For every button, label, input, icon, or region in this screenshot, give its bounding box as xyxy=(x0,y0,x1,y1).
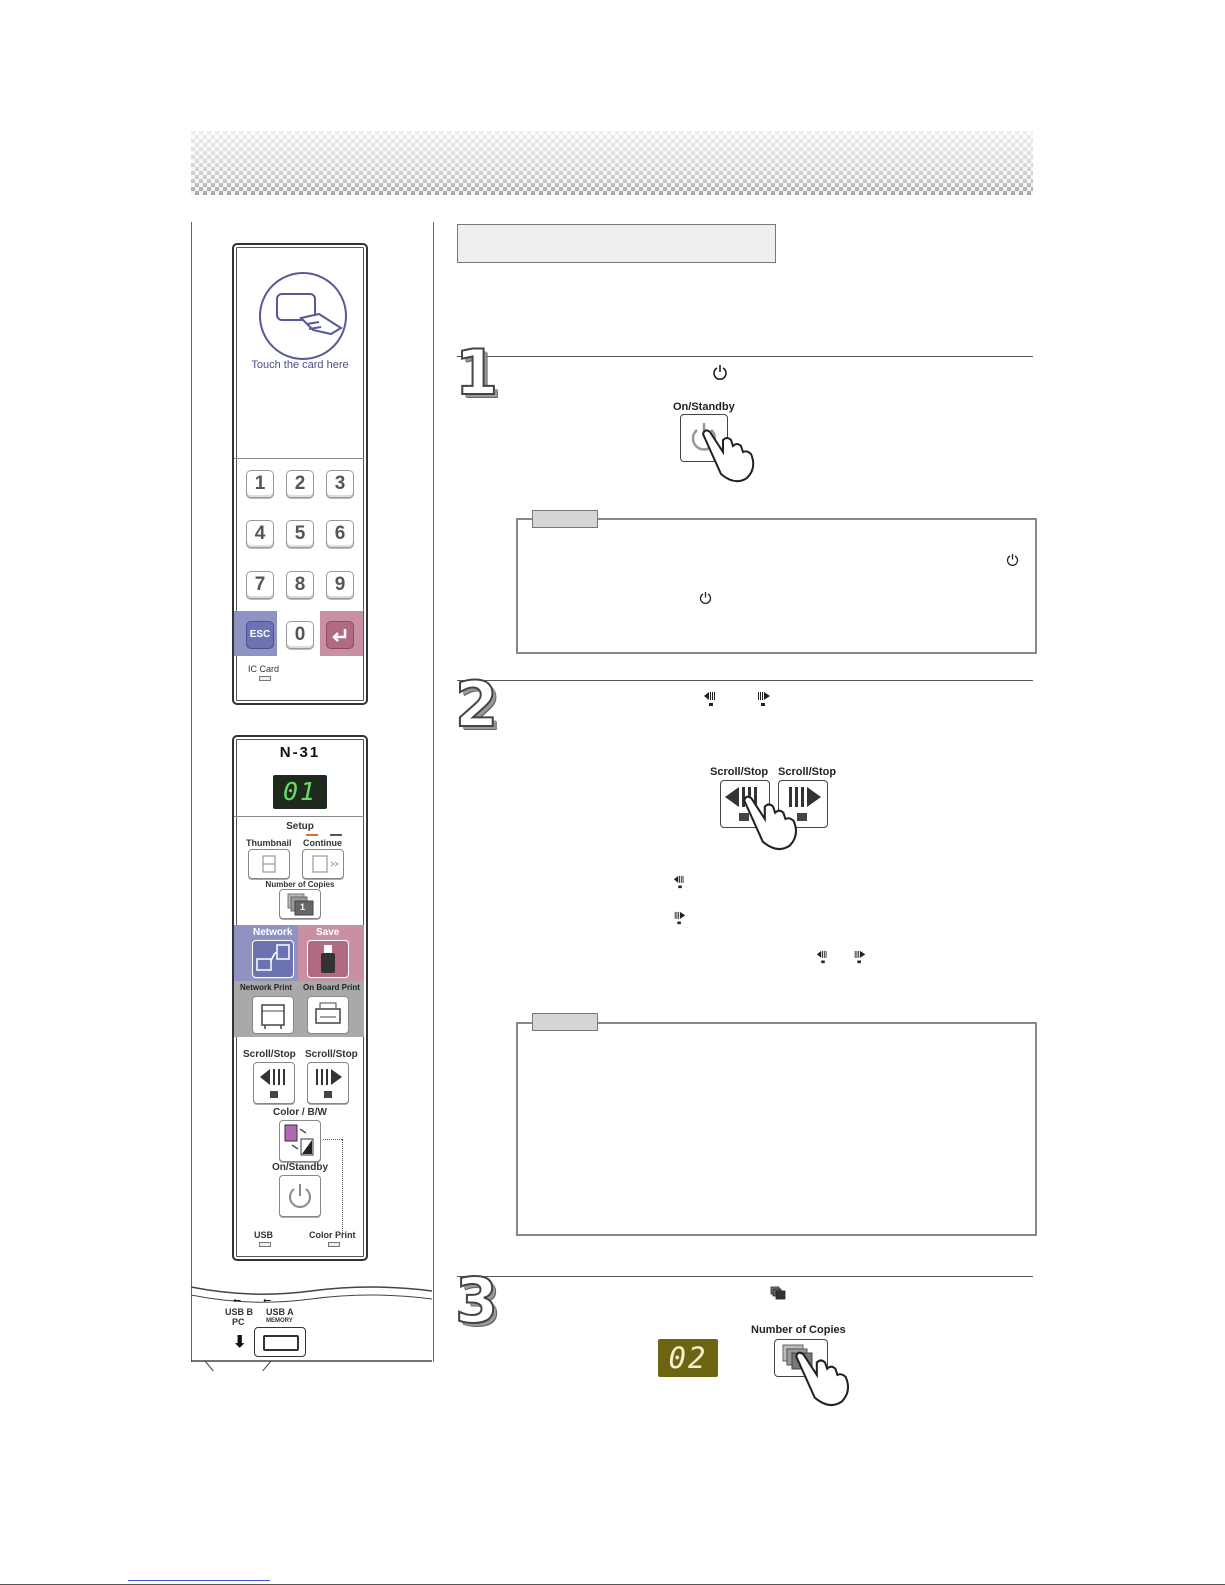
scroll-right-icon xyxy=(756,691,772,712)
leader-line xyxy=(323,1139,342,1140)
usb-led xyxy=(259,1242,271,1247)
on-standby-callout-label: On/Standby xyxy=(673,401,735,413)
scroll-right-callout-label: Scroll/Stop xyxy=(778,766,837,778)
step-number-2: 2 xyxy=(455,668,499,741)
ic-card-led xyxy=(259,676,271,681)
scroll-right-icon xyxy=(308,1063,348,1103)
thumbnail-label: Thumbnail xyxy=(246,838,292,848)
scroll-right-label: Scroll/Stop xyxy=(305,1049,358,1060)
setup-label: Setup xyxy=(286,821,314,832)
network-print-button[interactable] xyxy=(252,996,294,1034)
usb-label: USB xyxy=(254,1230,274,1240)
continue-icon xyxy=(303,850,343,878)
scroll-left-callout-label: Scroll/Stop xyxy=(710,766,769,778)
on-board-print-label: On Board Print xyxy=(303,983,360,992)
note-tab xyxy=(532,510,598,528)
scroll-left-icon xyxy=(673,875,687,894)
header-band xyxy=(191,131,1033,195)
usb-memory-icon xyxy=(308,941,348,977)
device-base-outline xyxy=(191,1281,432,1371)
memory-label: MEMORY xyxy=(266,1318,293,1324)
note-box xyxy=(516,518,1037,654)
esc-key[interactable]: ESC xyxy=(246,621,274,649)
usb-b-symbol: ⭠ xyxy=(233,1295,241,1306)
number-of-copies-callout-label: Number of Copies xyxy=(751,1324,846,1336)
thumbnail-button[interactable] xyxy=(248,849,290,879)
color-bw-button[interactable] xyxy=(279,1120,321,1162)
continue-label: Continue xyxy=(303,838,342,848)
usb-b-label: USB B xyxy=(225,1307,254,1317)
step-number-3: 3 xyxy=(455,1264,499,1337)
number-of-copies-label: Number of Copies xyxy=(265,880,335,889)
save-button[interactable] xyxy=(307,940,349,978)
on-standby-label: On/Standby xyxy=(271,1162,329,1173)
network-label: Network xyxy=(253,927,293,938)
step-divider xyxy=(457,1276,1033,1277)
power-icon xyxy=(712,364,728,385)
scroll-left-icon xyxy=(703,691,719,712)
enter-arrow-icon xyxy=(327,622,353,648)
key-5[interactable]: 5 xyxy=(286,520,314,548)
leader-line xyxy=(342,1139,343,1235)
scroll-left-icon xyxy=(254,1063,294,1103)
network-print-label: Network Print xyxy=(240,983,293,992)
key-6[interactable]: 6 xyxy=(326,520,354,548)
key-4[interactable]: 4 xyxy=(246,520,274,548)
step-number-1: 1 xyxy=(455,336,499,409)
hand-pointer-icon xyxy=(738,790,804,857)
power-icon xyxy=(1006,553,1019,571)
printer-icon xyxy=(253,997,293,1033)
thumbnail-icon xyxy=(249,850,289,878)
key-8[interactable]: 8 xyxy=(286,571,314,599)
section-title-box xyxy=(457,224,776,263)
continue-led xyxy=(306,834,318,836)
model-name: N-31 xyxy=(279,744,321,761)
key-7[interactable]: 7 xyxy=(246,571,274,599)
scroll-left-button[interactable] xyxy=(253,1062,295,1104)
copies-display: 02 xyxy=(658,1339,718,1377)
on-board-print-button[interactable] xyxy=(307,996,349,1034)
ic-card-label: IC Card xyxy=(248,664,280,674)
color-bw-icon xyxy=(280,1121,320,1161)
scroll-right-icon xyxy=(673,911,687,930)
scroll-right-icon xyxy=(853,950,867,969)
note-box xyxy=(516,1022,1037,1236)
continue-button[interactable] xyxy=(302,849,344,879)
key-0[interactable]: 0 xyxy=(286,621,314,649)
step-divider xyxy=(457,356,1033,357)
usb-port-slot xyxy=(263,1335,299,1351)
device-base xyxy=(191,1281,432,1361)
thumbnail-led xyxy=(330,834,342,836)
color-print-led xyxy=(328,1242,340,1247)
panel-divider xyxy=(234,458,364,459)
panel-divider xyxy=(234,816,364,817)
card-touch-icon xyxy=(261,274,345,358)
footer-link-underline[interactable] xyxy=(128,1580,270,1581)
hand-pointer-icon xyxy=(697,424,761,489)
scroll-right-button[interactable] xyxy=(307,1062,349,1104)
enter-key[interactable] xyxy=(326,621,354,649)
color-bw-label: Color / B/W xyxy=(273,1107,327,1118)
network-button[interactable] xyxy=(252,940,294,978)
note-tab xyxy=(532,1013,598,1031)
on-standby-button[interactable] xyxy=(279,1175,321,1217)
key-3[interactable]: 3 xyxy=(326,470,354,498)
color-print-label: Color Print xyxy=(309,1230,356,1240)
copies-badge: 1 xyxy=(300,902,306,912)
key-9[interactable]: 9 xyxy=(326,571,354,599)
usb-a-port[interactable] xyxy=(254,1327,306,1357)
network-icon xyxy=(253,941,293,977)
pc-label: PC xyxy=(232,1317,245,1327)
scroll-left-label: Scroll/Stop xyxy=(243,1049,296,1060)
save-label: Save xyxy=(316,927,340,938)
number-of-copies-button[interactable] xyxy=(279,889,321,919)
card-reader-icon xyxy=(259,272,347,360)
hand-pointer-icon xyxy=(790,1346,856,1413)
counter-display: 01 xyxy=(273,775,327,809)
down-arrow-icon: ⬇ xyxy=(233,1334,247,1351)
usb-a-label: USB A xyxy=(266,1307,294,1317)
step-divider xyxy=(457,680,1033,681)
power-icon xyxy=(699,591,712,609)
printer-icon xyxy=(308,997,348,1033)
touch-card-text: Touch the card here xyxy=(251,359,349,371)
scroll-left-icon xyxy=(816,950,830,969)
power-icon xyxy=(280,1176,320,1216)
key-2[interactable]: 2 xyxy=(286,470,314,498)
copies-icon xyxy=(770,1286,786,1305)
usb-a-symbol: ⭠ xyxy=(263,1295,271,1306)
key-1[interactable]: 1 xyxy=(246,470,274,498)
